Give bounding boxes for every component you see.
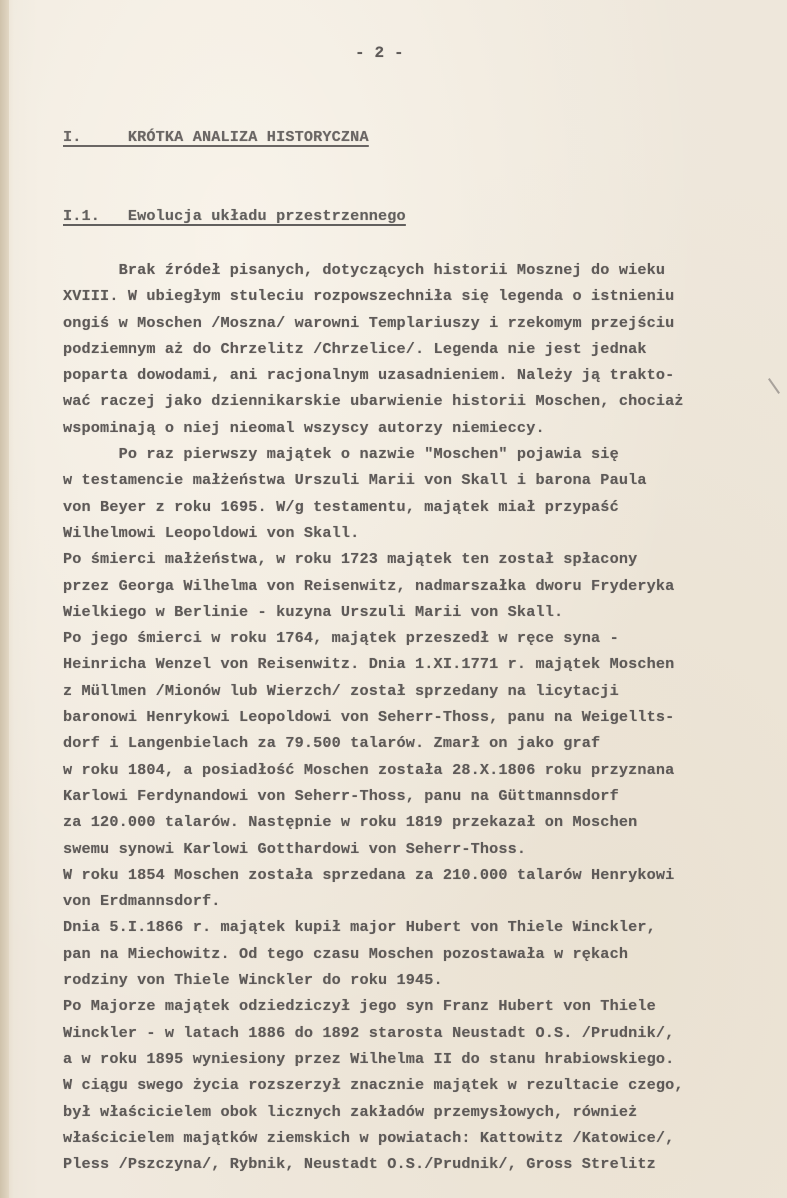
text-line: Po raz pierwszy majątek o nazwie "Moschen" pojawia się — [63, 445, 619, 464]
section-heading: I. KRÓTKA ANALIZA HISTORYCZNA — [63, 128, 369, 146]
text-line: z Müllmen /Mionów lub Wierzch/ został sprzedany na licytacji — [63, 681, 619, 700]
text-line: Wilhelmowi Leopoldowi von Skall. — [63, 523, 360, 542]
text-line: Po jego śmierci w roku 1764, majątek przeszedł w ręce syna - — [63, 629, 619, 648]
page-number: - 2 - — [355, 44, 404, 62]
text-line: poparta dowodami, ani racjonalnym uzasadnieniem. Należy ją trakto- — [63, 366, 675, 385]
text-line: Pless /Pszczyna/, Rybnik, Neustadt O.S./Prudnik/, Gross Strelitz — [63, 1155, 656, 1174]
text-line: rodziny von Thiele Winckler do roku 1945. — [63, 971, 443, 990]
text-line: w testamencie małżeństwa Urszuli Marii von Skall i barona Paula — [63, 471, 647, 490]
text-line: pan na Miechowitz. Od tego czasu Moschen pozostawała w rękach — [63, 944, 629, 963]
text-line: Winckler - w latach 1886 do 1892 starosta Neustadt O.S. /Prudnik/, — [63, 1023, 675, 1042]
text-line: ongiś w Moschen /Moszna/ warowni Templariuszy i rzekomym przejściu — [63, 313, 675, 332]
text-line: za 120.000 talarów. Następnie w roku 1819 przekazał on Moschen — [63, 813, 638, 832]
text-line: podziemnym aż do Chrzelitz /Chrzelice/. Legenda nie jest jednak — [63, 339, 647, 358]
text-line: w roku 1804, a posiadłość Moschen została 28.X.1806 roku przyznana — [63, 760, 675, 779]
text-line: wspominają o niej nieomal wszyscy autorzy niemieccy. — [63, 418, 545, 437]
text-line: W roku 1854 Moschen została sprzedana za 210.000 talarów Henrykowi — [63, 865, 675, 884]
text-line: przez Georga Wilhelma von Reisenwitz, nadmarszałka dworu Fryderyka — [63, 576, 675, 595]
text-line: dorf i Langenbielach za 79.500 talarów. Zmarł on jako graf — [63, 734, 601, 753]
text-line: von Beyer z roku 1695. W/g testamentu, majątek miał przypaść — [63, 497, 619, 516]
text-line: Dnia 5.I.1866 r. majątek kupił major Hubert von Thiele Winckler, — [63, 918, 656, 937]
text-line: właścicielem majątków ziemskich w powiatach: Kattowitz /Katowice/, — [63, 1128, 675, 1147]
text-line: XVIII. W ubiegłym stuleciu rozpowszechniła się legenda o istnieniu — [63, 287, 675, 306]
text-line: Po Majorze majątek odziedziczył jego syn Franz Hubert von Thiele — [63, 997, 656, 1016]
paper-left-edge — [0, 0, 9, 1198]
subsection-heading: I.1. Ewolucja układu przestrzennego — [63, 207, 406, 225]
text-line: wać raczej jako dziennikarskie ubarwienie historii Moschen, chociaż — [63, 392, 684, 411]
pen-mark — [768, 378, 780, 394]
text-line: Po śmierci małżeństwa, w roku 1723 majątek ten został spłacony — [63, 550, 638, 569]
text-line: a w roku 1895 wyniesiony przez Wilhelma II do stanu hrabiowskiego. — [63, 1049, 675, 1068]
text-line: Heinricha Wenzel von Reisenwitz. Dnia 1.XI.1771 r. majątek Moschen — [63, 655, 675, 674]
text-line: Karlowi Ferdynandowi von Seherr-Thoss, panu na Güttmannsdorf — [63, 786, 619, 805]
text-line: baronowi Henrykowi Leopoldowi von Seherr-Thoss, panu na Weigellts- — [63, 708, 675, 727]
text-line: Brak źródeł pisanych, dotyczących historii Mosznej do wieku — [63, 261, 666, 279]
text-line: W ciągu swego życia rozszerzył znacznie majątek w rezultacie czego, — [63, 1076, 684, 1095]
text-line: von Erdmannsdorf. — [63, 892, 221, 911]
text-line: swemu synowi Karlowi Gotthardowi von Seherr-Thoss. — [63, 839, 527, 858]
text-line: Wielkiego w Berlinie - kuzyna Urszuli Marii von Skall. — [63, 602, 564, 621]
body-text — [63, 257, 684, 1177]
text-line: był właścicielem obok licznych zakładów przemysłowych, również — [63, 1102, 638, 1121]
